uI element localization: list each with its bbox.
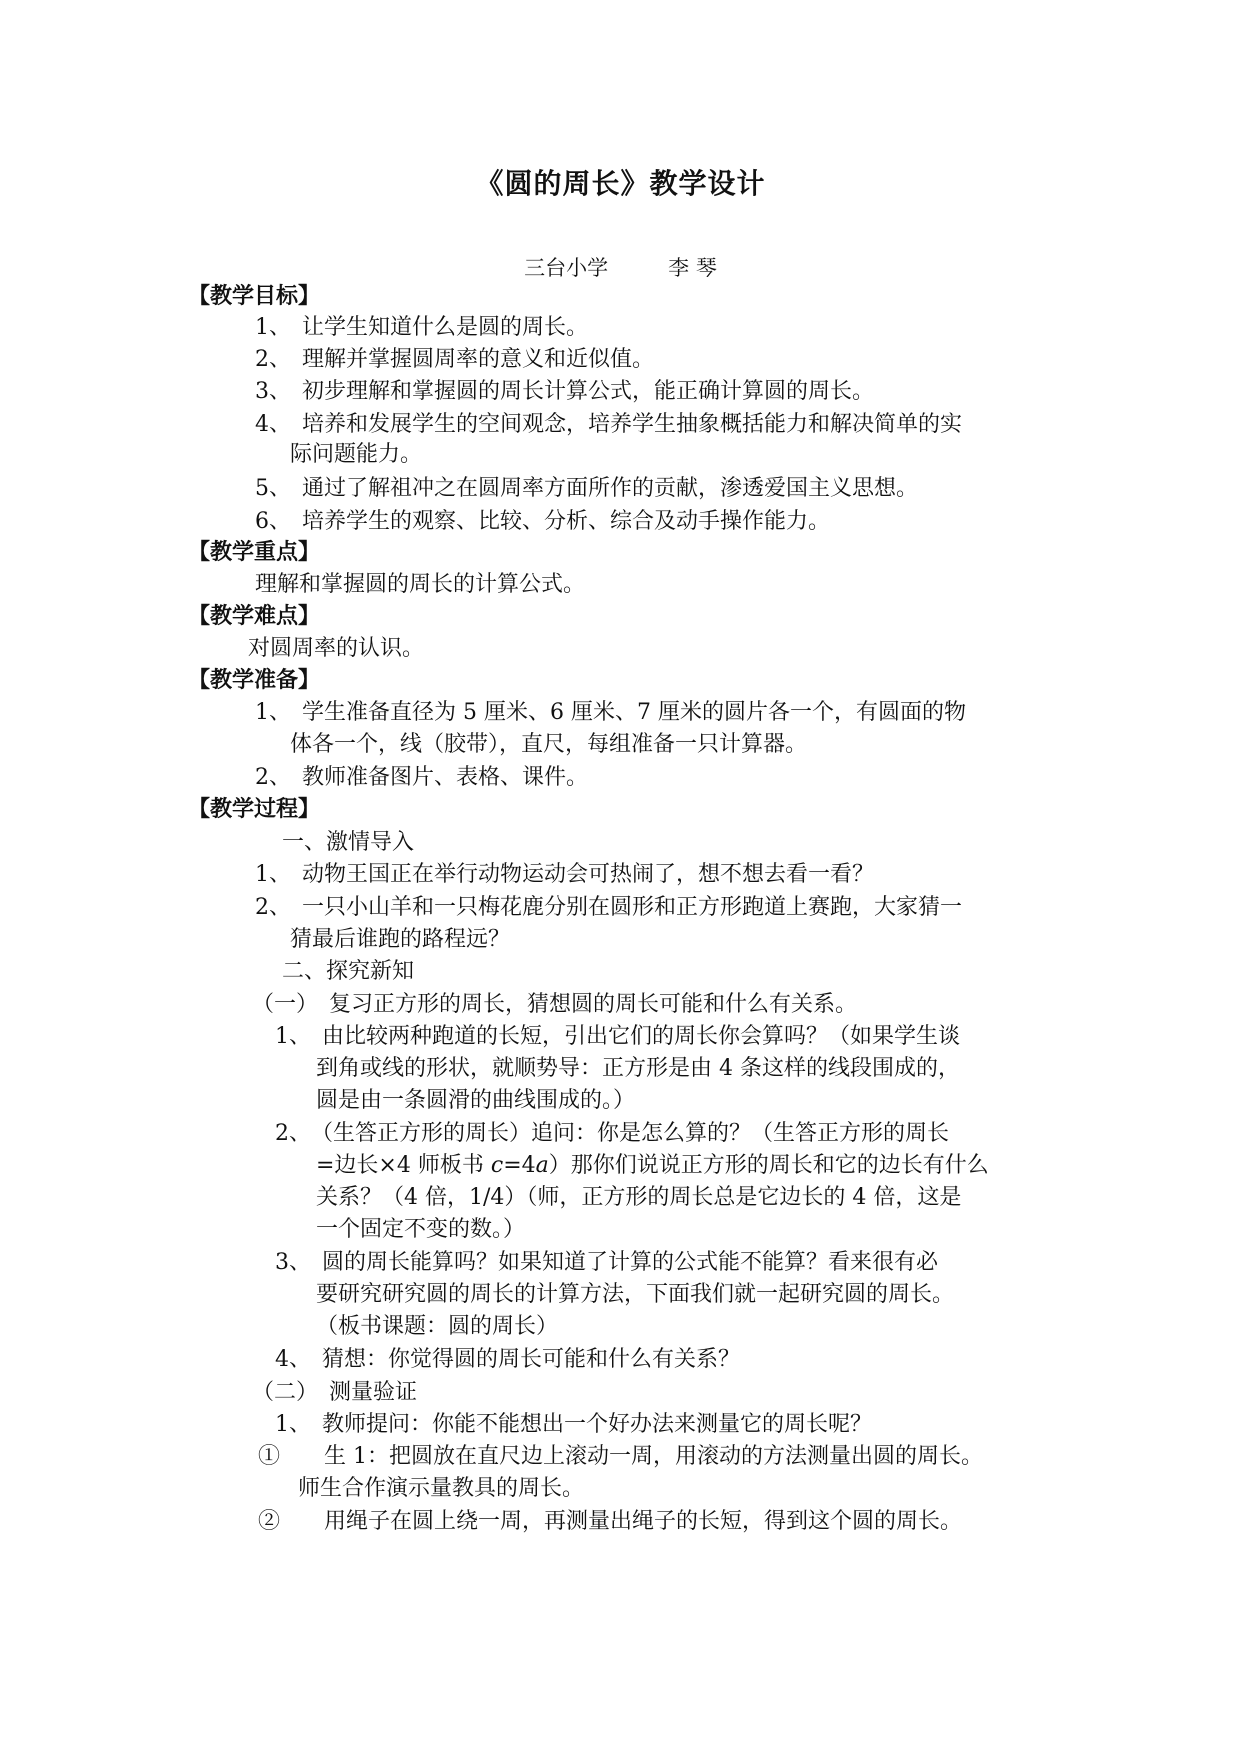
goal-item-6: 6、 培养学生的观察、比较、分析、综合及动手操作能力。: [255, 509, 830, 534]
school-name: 三台小学: [524, 256, 609, 280]
circle-item-2: ② 用绳子在圆上绕一周，再测量出绳子的长短，得到这个圆的周长。: [258, 1509, 963, 1534]
q-item-3-cont-a: 要研究研究圆的周长的计算方法，下面我们就一起研究圆的周长。: [316, 1282, 955, 1307]
q2b-text-1: =边长×4 师板书: [316, 1153, 491, 1178]
q-item-2: 2、 （生答正方形的周长）追问：你是怎么算的？（生答正方形的周长: [275, 1121, 949, 1146]
circle-item-1: ① 生 1：把圆放在直尺边上滚动一周，用滚动的方法测量出圆的周长。: [258, 1444, 983, 1469]
goal-item-2: 2、 理解并掌握圆周率的意义和近似值。: [255, 347, 654, 372]
goal-item-1: 1、 让学生知道什么是圆的周长。: [255, 315, 588, 340]
q-item-2-cont-b: 关系？（4 倍，1/4）（师，正方形的周长总是它边长的 4 倍，这是: [316, 1185, 962, 1210]
key-point-text: 理解和掌握圆的周长的计算公式。: [255, 572, 586, 597]
q-item-1: 1、 由比较两种跑道的长短，引出它们的周长你会算吗？（如果学生谈: [275, 1024, 960, 1049]
prep-item-1-cont: 体各一个，线（胶带），直尺，每组准备一只计算器。: [290, 732, 808, 757]
q-item-4: 4、 猜想：你觉得圆的周长可能和什么有关系？: [275, 1347, 740, 1372]
step-1-item-2: 2、 一只小山羊和一只梅花鹿分别在圆形和正方形跑道上赛跑，大家猜一: [255, 895, 962, 920]
goal-item-5: 5、 通过了解祖冲之在圆周率方面所作的贡献，渗透爱国主义思想。: [255, 476, 918, 501]
q-item-3-cont-b: （板书课题：圆的周长）: [316, 1314, 559, 1339]
q-item-1-cont-a: 到角或线的形状，就顺势导：正方形是由 4 条这样的线段围成的，: [316, 1056, 960, 1081]
q2b-text-3: ）那你们说说正方形的周长和它的边长有什么: [548, 1153, 989, 1178]
subsection-1-heading: （一） 复习正方形的周长，猜想圆的周长可能和什么有关系。: [252, 992, 858, 1017]
circle-item-1-cont: 师生合作演示量教具的周长。: [298, 1476, 585, 1501]
goal-item-3: 3、 初步理解和掌握圆的周长计算公式，能正确计算圆的周长。: [255, 379, 874, 404]
goal-item-4: 4、 培养和发展学生的空间观念，培养学生抽象概括能力和解决简单的实: [255, 412, 962, 437]
author-name: 李 琴: [668, 256, 717, 280]
q-item-3: 3、 圆的周长能算吗？如果知道了计算的公式能不能算？看来很有必: [275, 1250, 938, 1275]
document-title: 《圆的周长》教学设计: [475, 167, 766, 200]
q2b-text-2: =4: [503, 1153, 536, 1178]
step-1-item-1: 1、 动物王国正在举行动物运动会可热闹了，想不想去看一看？: [255, 862, 874, 887]
section-prep-heading: 【教学准备】: [188, 668, 321, 693]
q-item-2-cont-a: [316, 1151, 989, 1181]
q-item-1-cont-b: 圆是由一条圆滑的曲线围成的。）: [316, 1088, 636, 1113]
section-key-heading: 【教学重点】: [188, 540, 321, 565]
m-item-1: 1、 教师提问：你能不能想出一个好办法来测量它的周长呢？: [275, 1412, 872, 1437]
section-process-heading: 【教学过程】: [188, 797, 321, 822]
step-1-heading: 一、激情导入: [282, 830, 415, 855]
prep-item-1: 1、 学生准备直径为 5 厘米、6 厘米、7 厘米的圆片各一个，有圆面的物: [255, 700, 966, 725]
formula-var-c: c: [490, 1153, 504, 1178]
goal-item-4-cont: 际问题能力。: [290, 442, 423, 467]
formula-var-a: a: [535, 1153, 549, 1178]
subsection-2-heading: （二） 测量验证: [252, 1380, 418, 1405]
q-item-2-cont-c: 一个固定不变的数。）: [316, 1217, 526, 1242]
author-line: [0, 252, 1241, 282]
difficulty-text: 对圆周率的认识。: [248, 636, 425, 661]
section-difficulty-heading: 【教学难点】: [188, 604, 321, 629]
step-2-heading: 二、探究新知: [282, 959, 415, 984]
step-1-item-2-cont: 猜最后谁跑的路程远？: [290, 927, 511, 952]
section-goals-heading: 【教学目标】: [188, 284, 321, 309]
prep-item-2: 2、 教师准备图片、表格、课件。: [255, 765, 588, 790]
